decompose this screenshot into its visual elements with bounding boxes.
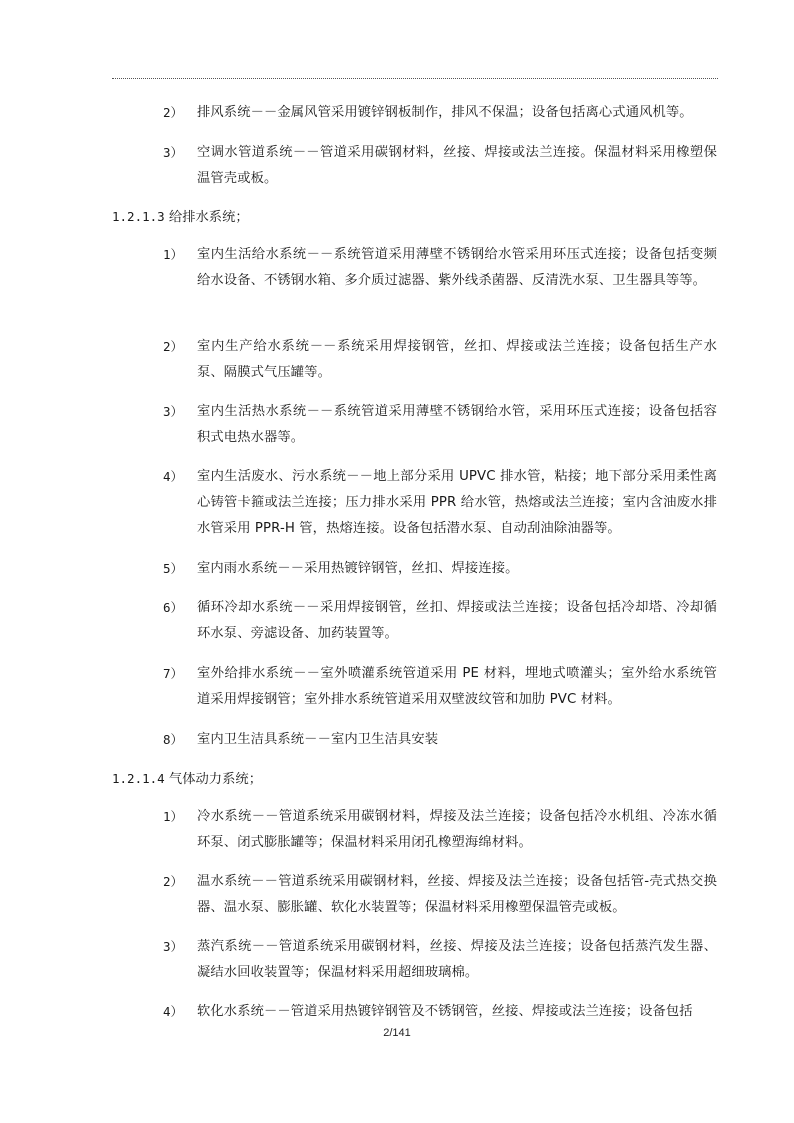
page-number: 2/141	[383, 1027, 411, 1039]
item-number: 7）	[163, 666, 184, 681]
section-number: 1.2.1.4	[112, 771, 165, 786]
item-text: 室内生活热水系统－－系统管道采用薄壁不锈钢给水管，采用环压式连接；设备包括容积式电热水器等。	[197, 404, 717, 445]
item-number: 3）	[163, 404, 184, 419]
item-text: 室内生活给水系统－－系统管道采用薄壁不锈钢给水管采用环压式连接；设备包括变频给水设备、不锈钢水箱、多介质过滤器、紫外线杀菌器、反清洗水泵、卫生器具等等。	[197, 247, 717, 288]
item-text: 温水系统－－管道系统采用碳钢材料，丝接、焊接及法兰连接；设备包括管-壳式热交换器、温水泵、膨胀罐、软化水装置等；保温材料采用橡塑保温管壳或板。	[197, 874, 717, 915]
item-number: 4）	[163, 1004, 184, 1019]
item-number: 1）	[163, 809, 184, 824]
item-number: 8）	[163, 732, 184, 747]
item-number: 2）	[163, 105, 184, 120]
item-text: 软化水系统－－管道采用热镀锌钢管及不锈钢管，丝接、焊接或法兰连接；设备包括	[197, 1004, 693, 1019]
item-number: 2）	[163, 874, 184, 889]
item-text: 室外给排水系统－－室外喷灌系统管道采用 PE 材料，埋地式喷灌头；室外给水系统管道采用焊接钢管；室外排水系统管道采用双壁波纹管和加肋 PVC 材料。	[197, 666, 717, 707]
section-number: 1.2.1.3	[112, 209, 165, 224]
section-title: 给排水系统；	[168, 210, 249, 225]
item-number: 3）	[163, 145, 184, 160]
item-text: 排风系统－－金属风管采用镀锌钢板制作，排风不保温；设备包括离心式通风机等。	[197, 105, 693, 120]
item-number: 1）	[163, 247, 184, 262]
item-text: 循环冷却水系统－－采用焊接钢管，丝扣、焊接或法兰连接；设备包括冷却塔、冷却循环水泵、旁滤设备、加药装置等。	[197, 600, 717, 641]
item-text: 蒸汽系统－－管道系统采用碳钢材料，丝接、焊接及法兰连接；设备包括蒸汽发生器、凝结水回收装置等；保温材料采用超细玻璃棉。	[197, 939, 717, 980]
item-text: 室内雨水系统－－采用热镀锌钢管，丝扣、焊接连接。	[197, 561, 519, 576]
item-text: 冷水系统－－管道系统采用碳钢材料，焊接及法兰连接；设备包括冷水机组、冷冻水循环泵、闭式膨胀罐等；保温材料采用闭孔橡塑海绵材料。	[197, 809, 717, 850]
header-dotted-rule	[112, 78, 718, 79]
item-number: 5）	[163, 561, 184, 576]
item-number: 3）	[163, 939, 184, 954]
section-title: 气体动力系统；	[168, 772, 262, 787]
section-heading	[112, 766, 262, 793]
item-text: 室内生活废水、污水系统－－地上部分采用 UPVC 排水管，粘接；地下部分采用柔性离心铸管卡箍或法兰连接；压力排水采用 PPR 给水管，热熔或法兰连接；室内含油废水排水管采用 PPR-H 管，热熔连接。设备包括潜水泵、自动刮油除油器等。	[197, 469, 717, 536]
item-number: 2）	[163, 339, 184, 354]
item-number: 6）	[163, 600, 184, 615]
item-number: 4）	[163, 469, 184, 484]
section-heading	[112, 204, 249, 231]
item-text: 室内生产给水系统－－系统采用焊接钢管，丝扣、焊接或法兰连接；设备包括生产水泵、隔膜式气压罐等。	[197, 339, 717, 380]
item-text: 空调水管道系统－－管道采用碳钢材料，丝接、焊接或法兰连接。保温材料采用橡塑保温管壳或板。	[197, 145, 717, 186]
item-text: 室内卫生洁具系统－－室内卫生洁具安装	[197, 732, 439, 747]
